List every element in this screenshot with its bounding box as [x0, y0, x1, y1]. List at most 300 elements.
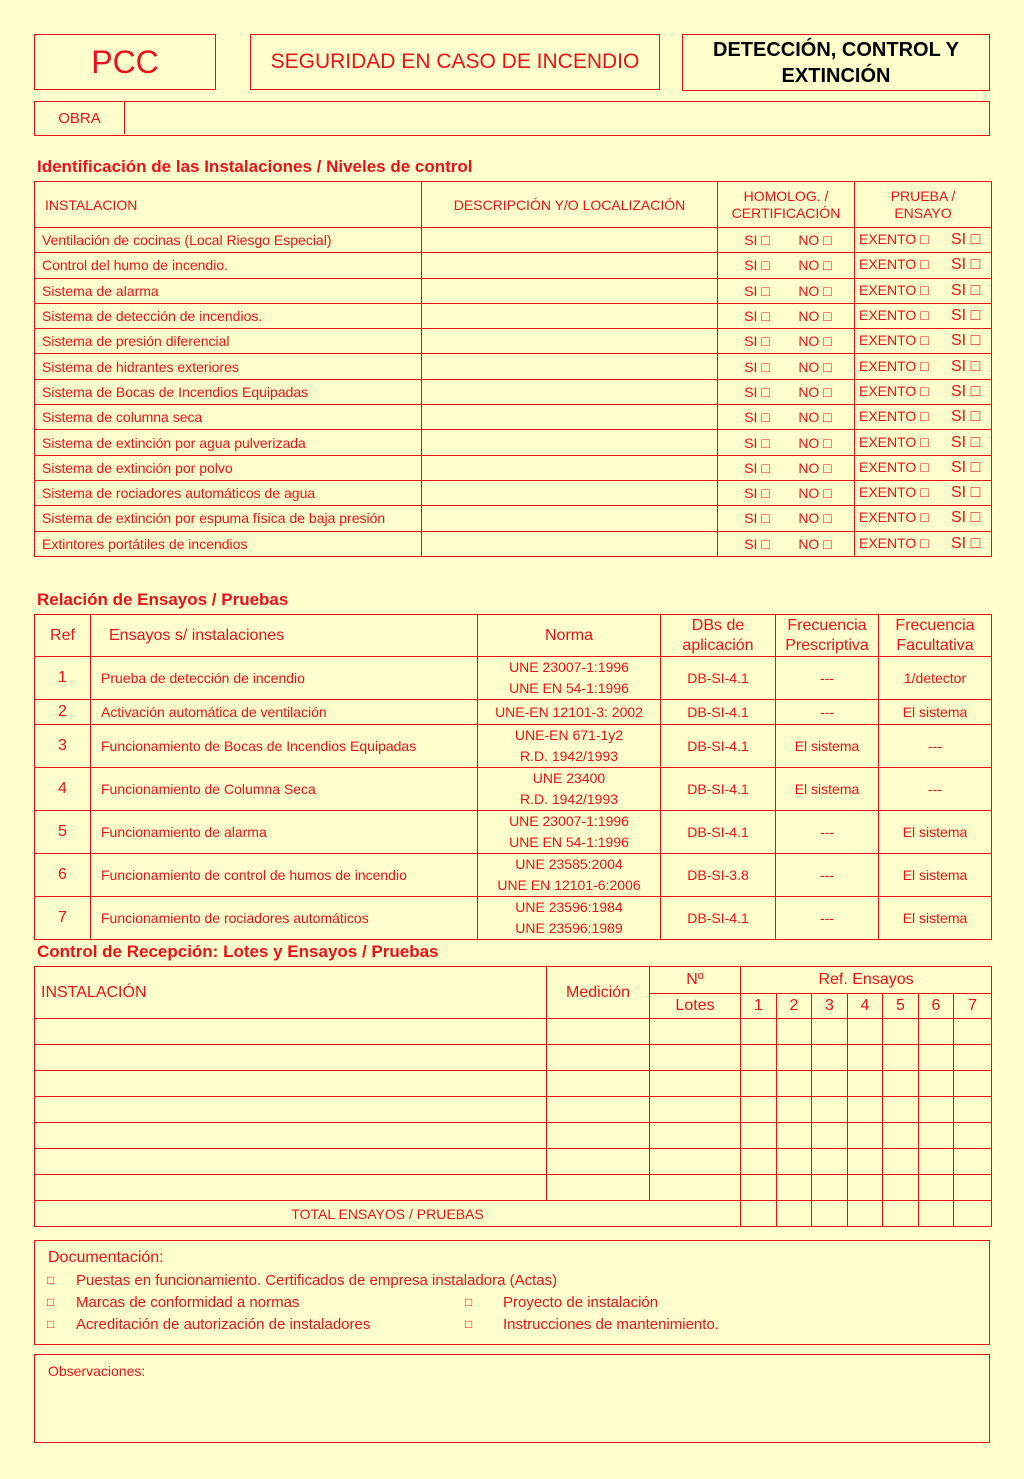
- recepcion-cell[interactable]: [883, 1045, 919, 1071]
- recepcion-cell[interactable]: [741, 1149, 777, 1175]
- no-checkbox[interactable]: NO □: [798, 383, 832, 400]
- ref-ensayo-number: 1: [741, 994, 777, 1019]
- recepcion-cell[interactable]: [741, 1071, 777, 1097]
- si-checkbox[interactable]: SI □: [744, 459, 770, 476]
- si-checkbox[interactable]: SI □: [744, 308, 770, 325]
- descripcion-cell[interactable]: [422, 278, 718, 303]
- exento-checkbox[interactable]: EXENTO □: [859, 509, 929, 526]
- db-cell: DB-SI-3.8: [661, 854, 776, 897]
- instalacion-row: [35, 531, 992, 556]
- recepcion-cell[interactable]: [919, 1097, 954, 1123]
- frec-facultativa-cell: ---: [879, 725, 992, 768]
- doc-item-actas: Puestas en funcionamiento. Certificados de empresa instaladora (Actas): [76, 1272, 558, 1289]
- homolog-cell: [718, 531, 855, 556]
- col-frec-prescriptiva: Frecuencia Prescriptiva: [776, 615, 879, 657]
- no-checkbox[interactable]: NO □: [798, 459, 832, 476]
- title-box: [682, 34, 990, 91]
- homolog-cell: [718, 506, 855, 531]
- descripcion-cell[interactable]: [422, 506, 718, 531]
- si-checkbox[interactable]: SI □: [744, 232, 770, 249]
- identificacion-table: [34, 181, 992, 557]
- si-checkbox[interactable]: SI □: [951, 281, 981, 299]
- prueba-cell: [855, 354, 992, 379]
- frec-prescriptiva-cell: ---: [776, 897, 879, 940]
- recepcion-cell[interactable]: [954, 1175, 992, 1201]
- recepcion-row: [35, 1123, 992, 1149]
- ensayos-title: Relación de Ensayos / Pruebas: [37, 590, 289, 609]
- instalacion-name: Sistema de extinción por polvo: [35, 455, 422, 480]
- norma-cell: UNE-EN 12101-3: 2002: [478, 700, 661, 725]
- recepcion-cell[interactable]: [35, 1019, 547, 1045]
- section-box: [250, 34, 660, 90]
- prueba-cell: [855, 228, 992, 253]
- recepcion-cell[interactable]: [35, 1175, 547, 1201]
- prueba-cell: [855, 303, 992, 328]
- recepcion-cell[interactable]: [650, 1175, 741, 1201]
- homolog-cell: [718, 329, 855, 354]
- db-cell: DB-SI-4.1: [661, 700, 776, 725]
- recepcion-cell[interactable]: [848, 1097, 883, 1123]
- recepcion-cell[interactable]: [741, 1019, 777, 1045]
- homolog-cell: [718, 228, 855, 253]
- col-instalacion-rec: INSTALACIÓN: [35, 967, 547, 1019]
- recepcion-cell[interactable]: [35, 1045, 547, 1071]
- no-checkbox[interactable]: NO □: [798, 485, 832, 502]
- no-checkbox[interactable]: NO □: [798, 358, 832, 375]
- recepcion-cell[interactable]: [547, 1071, 650, 1097]
- recepcion-cell[interactable]: [547, 1149, 650, 1175]
- col-frec-facultativa: Frecuencia Facultativa: [879, 615, 992, 657]
- recepcion-row: [35, 1019, 992, 1045]
- recepcion-cell[interactable]: [883, 1149, 919, 1175]
- doc-item-acreditacion: Acreditación de autorización de instaladores: [76, 1316, 371, 1333]
- recepcion-cell[interactable]: [650, 1019, 741, 1045]
- homolog-cell: [718, 455, 855, 480]
- si-checkbox[interactable]: SI □: [951, 408, 981, 426]
- db-cell: DB-SI-4.1: [661, 657, 776, 700]
- recepcion-cell[interactable]: [812, 1149, 848, 1175]
- total-ensayos: TOTAL ENSAYOS / PRUEBAS: [35, 1201, 741, 1227]
- col-descripcion: DESCRIPCIÓN Y/O LOCALIZACIÓN: [422, 182, 718, 228]
- recepcion-cell[interactable]: [883, 1019, 919, 1045]
- recepcion-cell[interactable]: [650, 1045, 741, 1071]
- col-ref: Ref: [35, 615, 91, 657]
- frec-prescriptiva-cell: ---: [776, 854, 879, 897]
- exento-checkbox[interactable]: EXENTO □: [859, 433, 929, 450]
- recepcion-cell[interactable]: [954, 1045, 992, 1071]
- col-dbs: DBs de aplicación: [661, 615, 776, 657]
- recepcion-cell[interactable]: [848, 1019, 883, 1045]
- norma-cell: UNE-EN 671-1y2 R.D. 1942/1993: [478, 725, 661, 768]
- instalacion-name: Sistema de alarma: [35, 278, 422, 303]
- si-checkbox[interactable]: SI □: [951, 484, 981, 502]
- recepcion-cell[interactable]: [741, 1045, 777, 1071]
- pcc-label: PCC: [91, 43, 159, 80]
- recepcion-cell[interactable]: [741, 1175, 777, 1201]
- recepcion-cell[interactable]: [919, 1175, 954, 1201]
- si-checkbox[interactable]: SI □: [744, 510, 770, 527]
- recepcion-cell[interactable]: [741, 1123, 777, 1149]
- recepcion-cell[interactable]: [777, 1149, 812, 1175]
- recepcion-row: [35, 1071, 992, 1097]
- ensayo-row: [35, 657, 992, 700]
- recepcion-cell[interactable]: [650, 1097, 741, 1123]
- doc-checkbox[interactable]: □: [465, 1317, 473, 1331]
- recepcion-cell[interactable]: [35, 1071, 547, 1097]
- documentacion-box: [34, 1240, 990, 1345]
- recepcion-cell[interactable]: [35, 1097, 547, 1123]
- recepcion-cell[interactable]: [547, 1045, 650, 1071]
- ref-ensayo-number: 6: [919, 994, 954, 1019]
- ensayo-row: [35, 700, 992, 725]
- doc-item-marcas: Marcas de conformidad a normas: [76, 1294, 300, 1311]
- total-cell[interactable]: [954, 1201, 992, 1227]
- recepcion-cell[interactable]: [650, 1123, 741, 1149]
- recepcion-cell[interactable]: [812, 1045, 848, 1071]
- prueba-cell: [855, 480, 992, 505]
- instalacion-row: [35, 354, 992, 379]
- db-cell: DB-SI-4.1: [661, 725, 776, 768]
- exento-checkbox[interactable]: EXENTO □: [859, 408, 929, 425]
- frec-facultativa-cell: El sistema: [879, 811, 992, 854]
- homolog-cell: [718, 480, 855, 505]
- descripcion-cell[interactable]: [422, 405, 718, 430]
- descripcion-cell[interactable]: [422, 455, 718, 480]
- si-checkbox[interactable]: SI □: [951, 256, 981, 274]
- recepcion-cell[interactable]: [954, 1097, 992, 1123]
- recepcion-cell[interactable]: [848, 1149, 883, 1175]
- recepcion-row: [35, 1097, 992, 1123]
- instalacion-name: Ventilación de cocinas (Local Riesgo Especial): [35, 228, 422, 253]
- total-cell[interactable]: [777, 1201, 812, 1227]
- doc-checkbox[interactable]: □: [47, 1273, 55, 1287]
- instalacion-row: [35, 278, 992, 303]
- exento-checkbox[interactable]: EXENTO □: [859, 256, 929, 273]
- descripcion-cell[interactable]: [422, 228, 718, 253]
- exento-checkbox[interactable]: EXENTO □: [859, 307, 929, 324]
- recepcion-cell[interactable]: [547, 1097, 650, 1123]
- doc-checkbox[interactable]: □: [465, 1295, 473, 1309]
- db-cell: DB-SI-4.1: [661, 897, 776, 940]
- instalacion-row: [35, 405, 992, 430]
- recepcion-row: [35, 1045, 992, 1071]
- descripcion-cell[interactable]: [422, 354, 718, 379]
- no-checkbox[interactable]: NO □: [798, 409, 832, 426]
- prueba-cell: [855, 278, 992, 303]
- recepcion-cell[interactable]: [954, 1071, 992, 1097]
- recepcion-cell[interactable]: [919, 1123, 954, 1149]
- observaciones-label: Observaciones:: [48, 1363, 146, 1379]
- obra-label: OBRA: [35, 102, 125, 134]
- homolog-cell: [718, 354, 855, 379]
- si-checkbox[interactable]: SI □: [951, 357, 981, 375]
- ensayo-row: [35, 854, 992, 897]
- recepcion-cell[interactable]: [812, 1123, 848, 1149]
- si-checkbox[interactable]: SI □: [744, 434, 770, 451]
- ensayo-name: Funcionamiento de alarma: [91, 811, 478, 854]
- col-n: Nº: [650, 967, 741, 994]
- norma-cell: UNE 23007-1:1996 UNE EN 54-1:1996: [478, 657, 661, 700]
- ensayo-ref: 3: [35, 725, 91, 768]
- recepcion-title: Control de Recepción: Lotes y Ensayos / Pruebas: [37, 942, 439, 961]
- recepcion-cell[interactable]: [650, 1071, 741, 1097]
- col-instalacion: INSTALACION: [35, 182, 422, 228]
- col-ref-ensayos: Ref. Ensayos: [741, 967, 992, 994]
- recepcion-cell[interactable]: [848, 1175, 883, 1201]
- recepcion-cell[interactable]: [777, 1019, 812, 1045]
- instalacion-name: Sistema de presión diferencial: [35, 329, 422, 354]
- homolog-cell: [718, 379, 855, 404]
- ensayo-ref: 4: [35, 768, 91, 811]
- no-checkbox[interactable]: NO □: [798, 232, 832, 249]
- prueba-cell: [855, 430, 992, 455]
- doc-checkbox[interactable]: □: [47, 1295, 55, 1309]
- recepcion-cell[interactable]: [547, 1019, 650, 1045]
- recepcion-cell[interactable]: [35, 1149, 547, 1175]
- si-checkbox[interactable]: SI □: [951, 433, 981, 451]
- norma-cell: UNE 23596:1984 UNE 23596:1989: [478, 897, 661, 940]
- ref-ensayo-number: 3: [812, 994, 848, 1019]
- prueba-cell: [855, 506, 992, 531]
- no-checkbox[interactable]: NO □: [798, 257, 832, 274]
- instalacion-name: Extintores portátiles de incendios: [35, 531, 422, 556]
- recepcion-cell[interactable]: [848, 1045, 883, 1071]
- ensayo-name: Funcionamiento de control de humos de incendio: [91, 854, 478, 897]
- homolog-cell: [718, 278, 855, 303]
- si-checkbox[interactable]: SI □: [951, 307, 981, 325]
- norma-cell: UNE 23585:2004 UNE EN 12101-6:2006: [478, 854, 661, 897]
- pcc-box: [34, 34, 216, 90]
- section-title: SEGURIDAD EN CASO DE INCENDIO: [270, 50, 640, 73]
- prueba-cell: [855, 455, 992, 480]
- total-cell[interactable]: [741, 1201, 777, 1227]
- instalacion-row: [35, 430, 992, 455]
- si-checkbox[interactable]: SI □: [744, 333, 770, 350]
- prueba-cell: [855, 405, 992, 430]
- recepcion-cell[interactable]: [919, 1045, 954, 1071]
- frec-prescriptiva-cell: El sistema: [776, 725, 879, 768]
- homolog-cell: [718, 430, 855, 455]
- total-cell[interactable]: [883, 1201, 919, 1227]
- frec-facultativa-cell: 1/detector: [879, 657, 992, 700]
- homolog-cell: [718, 253, 855, 278]
- col-homolog: HOMOLOG. / CERTIFICACIÓN: [718, 182, 855, 228]
- obra-row: [34, 101, 990, 136]
- recepcion-cell[interactable]: [848, 1123, 883, 1149]
- descripcion-cell[interactable]: [422, 430, 718, 455]
- db-cell: DB-SI-4.1: [661, 811, 776, 854]
- ensayo-ref: 1: [35, 657, 91, 700]
- norma-cell: UNE 23007-1:1996 UNE EN 54-1:1996: [478, 811, 661, 854]
- ensayo-row: [35, 768, 992, 811]
- total-cell[interactable]: [919, 1201, 954, 1227]
- instalacion-row: [35, 228, 992, 253]
- instalacion-row: [35, 480, 992, 505]
- ensayo-ref: 5: [35, 811, 91, 854]
- recepcion-cell[interactable]: [883, 1175, 919, 1201]
- page-title: DETECCIÓN, CONTROL Y EXTINCIÓN: [713, 38, 959, 87]
- norma-cell: UNE 23400 R.D. 1942/1993: [478, 768, 661, 811]
- prueba-cell: [855, 329, 992, 354]
- doc-item-proyecto: Proyecto de instalación: [503, 1294, 659, 1311]
- si-checkbox[interactable]: SI □: [951, 458, 981, 476]
- ensayo-row: [35, 897, 992, 940]
- recepcion-row: [35, 1149, 992, 1175]
- si-checkbox[interactable]: SI □: [744, 257, 770, 274]
- recepcion-cell[interactable]: [812, 1175, 848, 1201]
- ensayo-name: Funcionamiento de Columna Seca: [91, 768, 478, 811]
- no-checkbox[interactable]: NO □: [798, 308, 832, 325]
- descripcion-cell[interactable]: [422, 531, 718, 556]
- ensayo-ref: 2: [35, 700, 91, 725]
- descripcion-cell[interactable]: [422, 303, 718, 328]
- exento-checkbox[interactable]: EXENTO □: [859, 281, 929, 298]
- exento-checkbox[interactable]: EXENTO □: [859, 231, 929, 248]
- si-checkbox[interactable]: SI □: [744, 383, 770, 400]
- db-cell: DB-SI-4.1: [661, 768, 776, 811]
- recepcion-table: [34, 966, 992, 1227]
- ensayos-table: [34, 614, 992, 940]
- frec-facultativa-cell: El sistema: [879, 854, 992, 897]
- prueba-cell: [855, 379, 992, 404]
- frec-facultativa-cell: El sistema: [879, 700, 992, 725]
- ref-ensayo-number: 2: [777, 994, 812, 1019]
- recepcion-cell[interactable]: [954, 1019, 992, 1045]
- si-checkbox[interactable]: SI □: [951, 509, 981, 527]
- recepcion-cell[interactable]: [919, 1149, 954, 1175]
- recepcion-cell[interactable]: [954, 1123, 992, 1149]
- si-checkbox[interactable]: SI □: [744, 535, 770, 552]
- instalacion-name: Control del humo de incendio.: [35, 253, 422, 278]
- instalacion-name: Sistema de detección de incendios.: [35, 303, 422, 328]
- ensayo-name: Funcionamiento de rociadores automáticos: [91, 897, 478, 940]
- si-checkbox[interactable]: SI □: [744, 282, 770, 299]
- instalacion-name: Sistema de rociadores automáticos de agua: [35, 480, 422, 505]
- recepcion-cell[interactable]: [812, 1019, 848, 1045]
- si-checkbox[interactable]: SI □: [951, 332, 981, 350]
- total-cell[interactable]: [848, 1201, 883, 1227]
- recepcion-cell[interactable]: [883, 1097, 919, 1123]
- si-checkbox[interactable]: SI □: [744, 358, 770, 375]
- si-checkbox[interactable]: SI □: [951, 231, 981, 249]
- recepcion-cell[interactable]: [777, 1175, 812, 1201]
- documentacion-title: Documentación:: [48, 1249, 164, 1266]
- recepcion-cell[interactable]: [848, 1071, 883, 1097]
- recepcion-cell[interactable]: [919, 1071, 954, 1097]
- ensayo-name: Activación automática de ventilación: [91, 700, 478, 725]
- recepcion-cell[interactable]: [812, 1071, 848, 1097]
- homolog-cell: [718, 303, 855, 328]
- instalacion-row: [35, 379, 992, 404]
- ensayo-ref: 7: [35, 897, 91, 940]
- si-checkbox[interactable]: SI □: [744, 409, 770, 426]
- recepcion-cell[interactable]: [35, 1123, 547, 1149]
- frec-prescriptiva-cell: ---: [776, 811, 879, 854]
- recepcion-cell[interactable]: [777, 1123, 812, 1149]
- instalacion-name: Sistema de columna seca: [35, 405, 422, 430]
- exento-checkbox[interactable]: EXENTO □: [859, 332, 929, 349]
- descripcion-cell[interactable]: [422, 480, 718, 505]
- frec-prescriptiva-cell: ---: [776, 700, 879, 725]
- recepcion-cell[interactable]: [883, 1123, 919, 1149]
- descripcion-cell[interactable]: [422, 329, 718, 354]
- col-norma: Norma: [478, 615, 661, 657]
- no-checkbox[interactable]: NO □: [798, 510, 832, 527]
- frec-prescriptiva-cell: El sistema: [776, 768, 879, 811]
- no-checkbox[interactable]: NO □: [798, 282, 832, 299]
- descripcion-cell[interactable]: [422, 379, 718, 404]
- ensayo-row: [35, 725, 992, 768]
- instalacion-row: [35, 303, 992, 328]
- exento-checkbox[interactable]: EXENTO □: [859, 382, 929, 399]
- ensayo-ref: 6: [35, 854, 91, 897]
- recepcion-cell[interactable]: [547, 1123, 650, 1149]
- identificacion-title: Identificación de las Instalaciones / Niveles de control: [37, 157, 473, 176]
- descripcion-cell[interactable]: [422, 253, 718, 278]
- col-ensayos: Ensayos s/ instalaciones: [91, 615, 478, 657]
- instalacion-row: [35, 455, 992, 480]
- instalacion-row: [35, 329, 992, 354]
- prueba-cell: [855, 531, 992, 556]
- instalacion-name: Sistema de hidrantes exteriores: [35, 354, 422, 379]
- doc-checkbox[interactable]: □: [47, 1317, 55, 1331]
- obra-field[interactable]: [127, 102, 987, 134]
- recepcion-cell[interactable]: [741, 1097, 777, 1123]
- recepcion-cell[interactable]: [883, 1071, 919, 1097]
- ensayo-row: [35, 811, 992, 854]
- ensayo-name: Prueba de detección de incendio: [91, 657, 478, 700]
- recepcion-cell[interactable]: [954, 1149, 992, 1175]
- exento-checkbox[interactable]: EXENTO □: [859, 534, 929, 551]
- homolog-cell: [718, 405, 855, 430]
- recepcion-cell[interactable]: [919, 1019, 954, 1045]
- frec-facultativa-cell: El sistema: [879, 897, 992, 940]
- ref-ensayo-number: 5: [883, 994, 919, 1019]
- ref-ensayo-number: 7: [954, 994, 992, 1019]
- recepcion-cell[interactable]: [650, 1149, 741, 1175]
- si-checkbox[interactable]: SI □: [951, 534, 981, 552]
- recepcion-cell[interactable]: [777, 1045, 812, 1071]
- prueba-cell: [855, 253, 992, 278]
- no-checkbox[interactable]: NO □: [798, 434, 832, 451]
- recepcion-cell[interactable]: [547, 1175, 650, 1201]
- ref-ensayo-number: 4: [848, 994, 883, 1019]
- instalacion-name: Sistema de extinción por espuma física de baja presión: [35, 506, 422, 531]
- no-checkbox[interactable]: NO □: [798, 535, 832, 552]
- recepcion-row: [35, 1175, 992, 1201]
- recepcion-cell[interactable]: [777, 1097, 812, 1123]
- si-checkbox[interactable]: SI □: [951, 382, 981, 400]
- recepcion-cell[interactable]: [777, 1071, 812, 1097]
- total-cell[interactable]: [812, 1201, 848, 1227]
- si-checkbox[interactable]: SI □: [744, 485, 770, 502]
- exento-checkbox[interactable]: EXENTO □: [859, 357, 929, 374]
- col-prueba: PRUEBA / ENSAYO: [855, 182, 992, 228]
- instalacion-row: [35, 506, 992, 531]
- observaciones-box[interactable]: [34, 1354, 990, 1443]
- frec-facultativa-cell: ---: [879, 768, 992, 811]
- instalacion-name: Sistema de extinción por agua pulverizada: [35, 430, 422, 455]
- col-medicion: Medición: [547, 967, 650, 1019]
- doc-item-instrucciones: Instrucciones de mantenimiento.: [503, 1316, 719, 1333]
- instalacion-name: Sistema de Bocas de Incendios Equipadas: [35, 379, 422, 404]
- ensayo-name: Funcionamiento de Bocas de Incendios Equipadas: [91, 725, 478, 768]
- frec-prescriptiva-cell: ---: [776, 657, 879, 700]
- recepcion-cell[interactable]: [812, 1097, 848, 1123]
- exento-checkbox[interactable]: EXENTO □: [859, 484, 929, 501]
- exento-checkbox[interactable]: EXENTO □: [859, 458, 929, 475]
- no-checkbox[interactable]: NO □: [798, 333, 832, 350]
